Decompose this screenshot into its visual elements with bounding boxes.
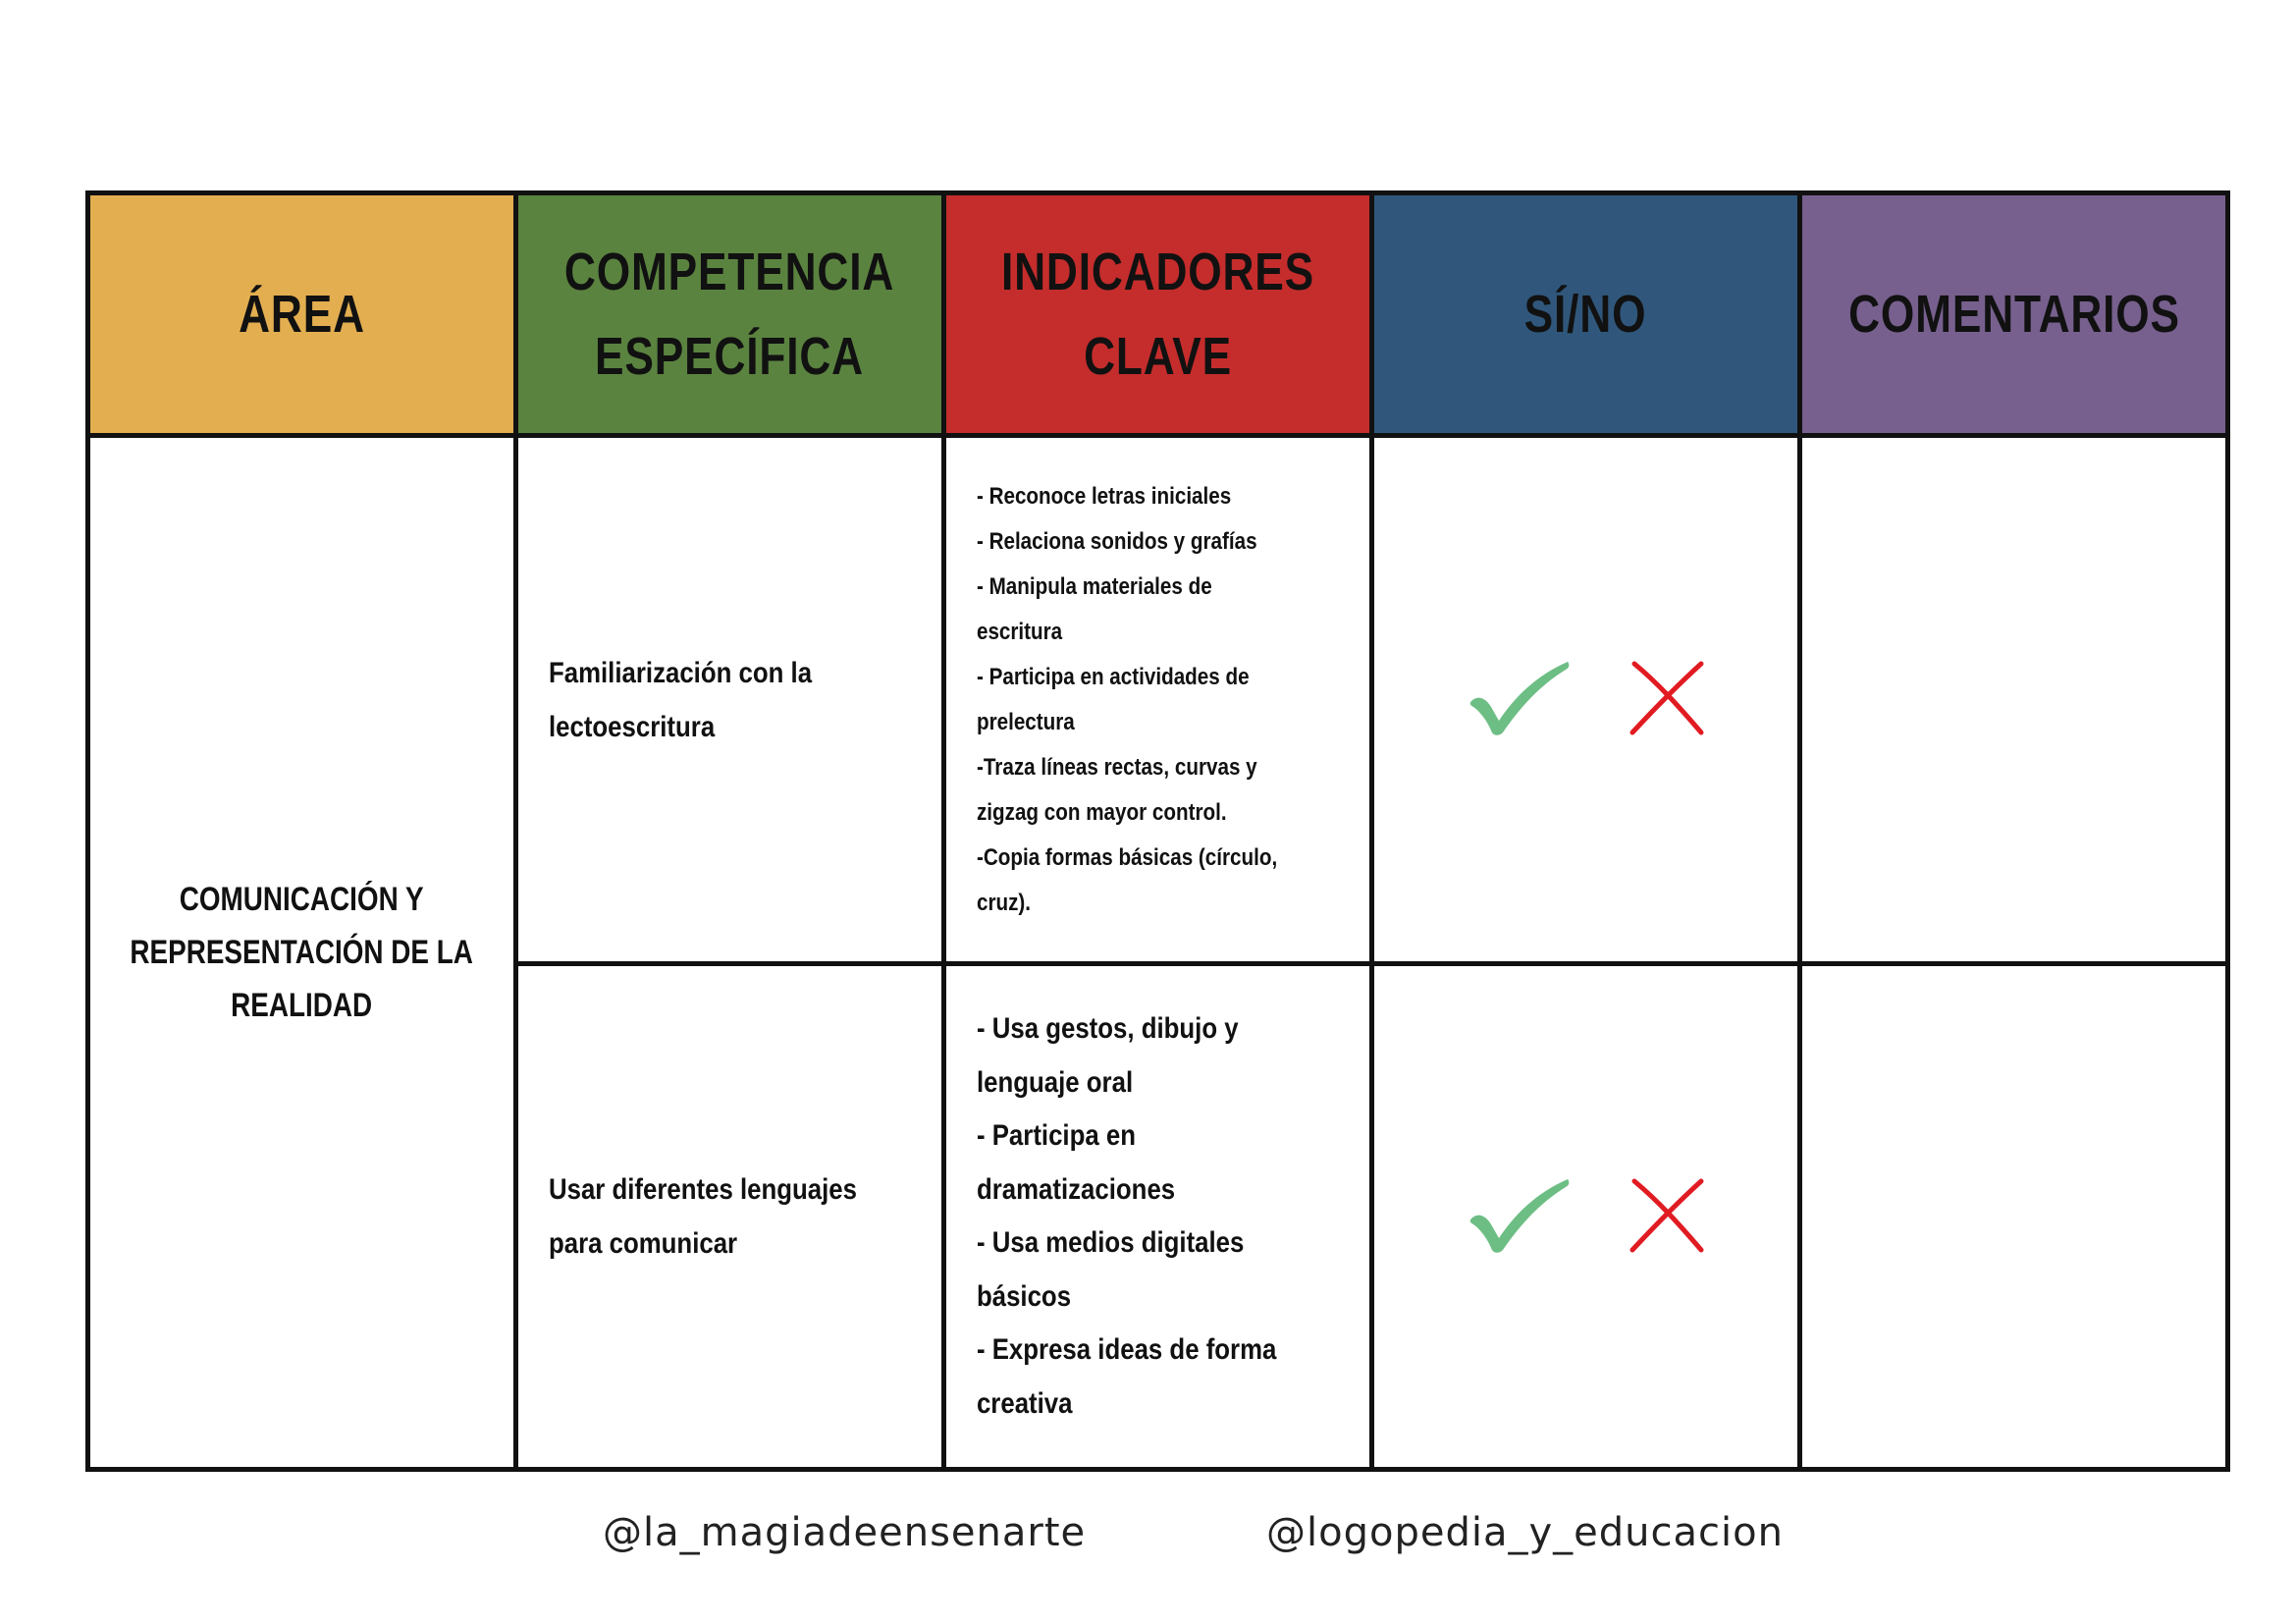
competencia-label: Usar diferentes lenguajes para comunicar	[548, 1173, 857, 1260]
list-item: - Manipula materiales de escritura	[976, 572, 1212, 645]
list-item: - Participa en dramatizaciones	[976, 1119, 1176, 1206]
check-icon[interactable]	[1466, 1173, 1574, 1261]
list-item: - Participa en actividades de prelectura	[976, 663, 1250, 735]
check-icon[interactable]	[1466, 656, 1574, 743]
sino-marks	[1374, 656, 1797, 743]
area-label: COMUNICACIÓN Y REPRESENTACIÓN DE LA REALIDAD	[130, 881, 474, 1024]
competencia-label: Familiarización con la lectoescritura	[548, 656, 813, 743]
header-sino-label: SÍ/NO	[1524, 285, 1647, 344]
list-item: - Expresa ideas de forma creativa	[976, 1333, 1277, 1420]
header-row	[88, 193, 2228, 436]
indicadores-list	[946, 1002, 1310, 1431]
list-item: - Reconoce letras iniciales	[976, 482, 1232, 510]
header-sino	[1372, 193, 1800, 436]
sino-cell	[1372, 436, 1800, 964]
comentarios-cell[interactable]	[1800, 436, 2228, 964]
list-item: - Usa gestos, dibujo y lenguaje oral	[976, 1012, 1239, 1099]
header-area	[88, 193, 516, 436]
header-indicadores-label: INDICADORES CLAVE	[1000, 243, 1315, 386]
list-item: - Relaciona sonidos y grafías	[976, 527, 1257, 555]
header-area-label: ÁREA	[239, 285, 365, 344]
footer-handle-left: @la_magiadeensenarte	[603, 1510, 1087, 1555]
table-row	[88, 436, 2228, 964]
area-cell	[88, 436, 516, 1470]
list-item: -Traza líneas rectas, curvas y zigzag con mayor control.	[976, 753, 1257, 826]
list-item: -Copia formas básicas (círculo, cruz).	[976, 843, 1278, 916]
header-indicadores	[944, 193, 1372, 436]
sino-cell	[1372, 964, 1800, 1470]
cross-icon[interactable]	[1629, 658, 1707, 741]
indicadores-cell	[944, 964, 1372, 1470]
evaluation-table	[85, 190, 2230, 1472]
list-item: - Usa medios digitales básicos	[976, 1226, 1245, 1313]
footer-handle-right: @logopedia_y_educacion	[1266, 1510, 1784, 1555]
sino-marks	[1374, 1173, 1797, 1261]
header-competencia-label: COMPETENCIA ESPECÍFICA	[564, 243, 895, 386]
comentarios-cell[interactable]	[1800, 964, 2228, 1470]
header-competencia	[516, 193, 944, 436]
indicadores-cell	[944, 436, 1372, 964]
competencia-cell	[516, 436, 944, 964]
header-comentarios-label: COMENTARIOS	[1847, 285, 2180, 344]
cross-icon[interactable]	[1629, 1175, 1707, 1259]
indicadores-list	[946, 474, 1310, 926]
competencia-cell	[516, 964, 944, 1470]
header-comentarios	[1800, 193, 2228, 436]
